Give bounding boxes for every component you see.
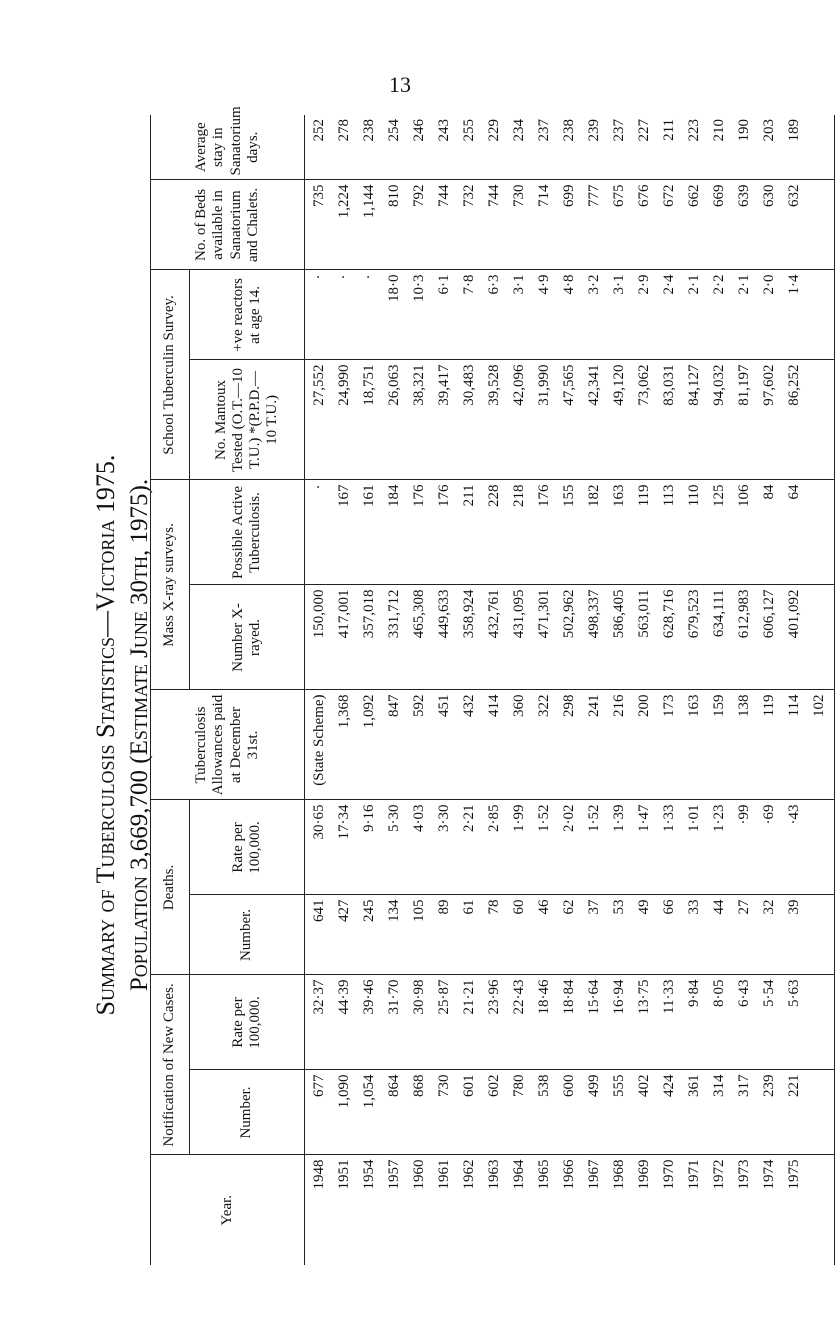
cell-beds-17: 669 <box>711 184 727 207</box>
cell-year-13: 1968 <box>611 1159 627 1190</box>
beds-header: No. of Beds available in Sanatorium and Chalets. <box>151 180 305 270</box>
cell-reactors-5: 10·3 <box>411 274 427 302</box>
cell-active-7: 211 <box>461 484 477 507</box>
cell-allowances-8: 360 <box>511 694 527 717</box>
cell-death-rate-1: 30·65 <box>311 804 327 840</box>
xray-group-header: Mass X-ray surveys. <box>151 480 190 690</box>
cell-active-6: 176 <box>436 484 452 507</box>
cell-reactors-3: · <box>361 274 377 280</box>
cell-allowances-14: 173 <box>661 694 677 717</box>
cell-active-8: 228 <box>486 484 502 507</box>
cell-beds-3: 1,144 <box>361 184 377 219</box>
cell-reactors-10: 4·9 <box>536 274 552 295</box>
cell-xrayed-20: 401,092 <box>786 589 802 639</box>
cell-notif-number-19: 239 <box>761 1074 777 1097</box>
cell-xrayed-17: 634,111 <box>711 589 727 638</box>
cell-notif-rate-16: 9·84 <box>686 979 702 1007</box>
deaths-rate-header: Rate per 100,000. <box>190 800 305 895</box>
cell-xrayed-15: 628,716 <box>661 589 677 639</box>
cell-death-rate-18: ·99 <box>736 804 752 825</box>
cell-xrayed-10: 471,301 <box>536 589 552 639</box>
cell-death-number-12: 37 <box>586 899 602 915</box>
cell-year-3: 1954 <box>361 1159 377 1190</box>
cell-year-16: 1971 <box>686 1159 702 1190</box>
cell-death-rate-7: 2·21 <box>461 804 477 832</box>
cell-reactors-15: 2·4 <box>661 274 677 295</box>
cell-beds-6: 744 <box>436 184 452 207</box>
cell-stay-13: 237 <box>611 118 627 142</box>
cell-reactors-13: 3·1 <box>611 274 627 295</box>
cell-reactors-6: 6·1 <box>436 274 452 295</box>
cell-beds-14: 676 <box>636 184 652 207</box>
cell-reactors-17: 2·2 <box>711 274 727 295</box>
cell-stay-5: 246 <box>411 118 427 142</box>
cell-notif-number-17: 314 <box>711 1074 727 1097</box>
notification-number-column <box>305 1070 835 1155</box>
cell-year-17: 1972 <box>711 1159 727 1190</box>
cell-xrayed-1: 150,000 <box>311 589 327 639</box>
cell-stay-17: 210 <box>711 118 727 142</box>
allowances-header: Tuberculosis Allowances paid at December 31st. <box>151 690 305 800</box>
cell-active-14: 119 <box>636 484 652 507</box>
cell-mantoux-9: 42,096 <box>511 364 527 406</box>
cell-stay-8: 229 <box>486 118 502 142</box>
cell-stay-18: 190 <box>736 118 752 142</box>
cell-stay-9: 234 <box>511 118 527 142</box>
cell-year-15: 1970 <box>661 1159 677 1190</box>
cell-xrayed-7: 358,924 <box>461 589 477 639</box>
cell-year-8: 1963 <box>486 1159 502 1190</box>
cell-allowances-9: 322 <box>536 694 552 717</box>
cell-mantoux-14: 73,062 <box>636 364 652 406</box>
cell-death-number-6: 89 <box>436 899 452 915</box>
cell-death-number-11: 62 <box>561 899 577 915</box>
cell-death-number-13: 53 <box>611 899 627 915</box>
cell-death-rate-11: 2·02 <box>561 804 577 832</box>
cell-active-1: · <box>311 484 327 490</box>
cell-xrayed-5: 465,308 <box>411 589 427 639</box>
cell-allowances-7: 414 <box>486 694 502 717</box>
cell-death-number-5: 105 <box>411 899 427 922</box>
cell-death-number-20: 39 <box>786 899 802 915</box>
data-row <box>305 115 835 1265</box>
cell-death-rate-14: 1·47 <box>636 804 652 832</box>
cell-active-4: 184 <box>386 484 402 507</box>
cell-active-15: 113 <box>661 484 677 507</box>
cell-stay-19: 203 <box>761 118 777 142</box>
page-subtitle: Population 3,669,700 (Estimate June 30th, 1975). <box>126 478 154 992</box>
cell-beds-13: 675 <box>611 184 627 207</box>
cell-notif-number-14: 402 <box>636 1074 652 1097</box>
cell-mantoux-3: 18,751 <box>361 364 377 406</box>
cell-beds-18: 639 <box>736 184 752 207</box>
cell-beds-15: 672 <box>661 184 677 207</box>
cell-beds-19: 630 <box>761 184 777 207</box>
cell-year-6: 1961 <box>436 1159 452 1190</box>
cell-active-5: 176 <box>411 484 427 507</box>
cell-notif-number-1: 677 <box>311 1074 327 1097</box>
cell-notif-rate-18: 6·43 <box>736 979 752 1007</box>
cell-notif-number-15: 424 <box>661 1074 677 1097</box>
reactors-column <box>305 270 835 360</box>
cell-death-number-8: 78 <box>486 899 502 915</box>
cell-death-rate-3: 9·16 <box>361 804 377 832</box>
cell-xrayed-8: 432,761 <box>486 589 502 639</box>
cell-reactors-2: · <box>336 274 352 280</box>
cell-reactors-11: 4·8 <box>561 274 577 295</box>
deaths-number-column <box>305 895 835 975</box>
cell-notif-number-6: 730 <box>436 1074 452 1097</box>
cell-xrayed-6: 449,633 <box>436 589 452 639</box>
cell-reactors-16: 2·1 <box>686 274 702 295</box>
cell-notif-rate-7: 21·21 <box>461 979 477 1015</box>
cell-reactors-4: 18·0 <box>386 274 402 302</box>
cell-notif-rate-20: 5·63 <box>786 979 802 1007</box>
cell-notif-rate-6: 25·87 <box>436 979 452 1015</box>
deaths-group-header: Deaths. <box>151 800 190 975</box>
notification-group-header: Notification of New Cases. <box>151 975 190 1155</box>
school-group-header: School Tuberculin Survey. <box>151 270 190 480</box>
cell-reactors-8: 6·3 <box>486 274 502 295</box>
cell-xrayed-14: 563,011 <box>636 589 652 638</box>
cell-stay-1: 252 <box>311 118 327 142</box>
stay-header: Average stay in Sanatorium days. <box>151 115 305 180</box>
cell-xrayed-19: 606,127 <box>761 589 777 639</box>
cell-notif-rate-2: 44·39 <box>336 979 352 1015</box>
xrayed-header: Number X-rayed. <box>190 585 305 690</box>
cell-year-10: 1965 <box>536 1159 552 1190</box>
cell-death-rate-15: 1·33 <box>661 804 677 832</box>
cell-active-3: 161 <box>361 484 377 507</box>
cell-xrayed-13: 586,405 <box>611 589 627 639</box>
cell-death-number-10: 46 <box>536 899 552 915</box>
cell-mantoux-10: 31,990 <box>536 364 552 406</box>
cell-xrayed-16: 679,523 <box>686 589 702 639</box>
cell-notif-number-2: 1,090 <box>336 1074 352 1109</box>
deaths-rate-column <box>305 800 835 895</box>
cell-year-12: 1967 <box>586 1159 602 1190</box>
cell-notif-number-10: 538 <box>536 1074 552 1097</box>
cell-beds-12: 777 <box>586 184 602 207</box>
cell-allowances-6: 432 <box>461 694 477 717</box>
statistics-table <box>150 106 835 1265</box>
cell-notif-number-7: 601 <box>461 1074 477 1097</box>
year-column <box>305 1155 835 1265</box>
cell-beds-11: 699 <box>561 184 577 207</box>
cell-death-rate-2: 17·34 <box>336 804 352 840</box>
cell-stay-7: 255 <box>461 118 477 142</box>
cell-year-14: 1969 <box>636 1159 652 1190</box>
deaths-number-header: Number. <box>190 895 305 975</box>
cell-xrayed-18: 612,983 <box>736 589 752 639</box>
active-header: Possible Active Tuberculosis. <box>190 480 305 585</box>
cell-mantoux-19: 97,602 <box>761 364 777 406</box>
cell-notif-rate-10: 18·46 <box>536 979 552 1015</box>
stay-column <box>305 115 835 180</box>
cell-reactors-18: 2·1 <box>736 274 752 295</box>
cell-mantoux-20: 86,252 <box>786 364 802 406</box>
cell-allowances-15: 163 <box>686 694 702 717</box>
cell-death-rate-10: 1·52 <box>536 804 552 832</box>
cell-death-number-14: 49 <box>636 899 652 915</box>
cell-notif-rate-15: 11·33 <box>661 979 677 1014</box>
cell-notif-rate-17: 8·05 <box>711 979 727 1007</box>
active-column <box>305 480 835 585</box>
cell-death-number-16: 33 <box>686 899 702 915</box>
cell-death-number-9: 60 <box>511 899 527 915</box>
cell-allowances-20: 102 <box>811 694 827 717</box>
statistics-table-rotated <box>150 106 827 1265</box>
cell-active-19: 84 <box>761 484 777 500</box>
page-number: 13 <box>389 72 411 97</box>
cell-xrayed-11: 502,962 <box>561 589 577 639</box>
cell-death-number-15: 66 <box>661 899 677 915</box>
page-title-block <box>88 235 157 1235</box>
notification-number-header: Number. <box>190 1070 305 1155</box>
cell-stay-4: 254 <box>386 118 402 142</box>
cell-death-rate-12: 1·52 <box>586 804 602 832</box>
cell-allowances-5: 451 <box>436 694 452 717</box>
cell-stay-3: 238 <box>361 118 377 142</box>
cell-notif-number-4: 864 <box>386 1074 402 1097</box>
cell-allowances-1: (State Scheme) 1,368 <box>311 694 352 786</box>
cell-stay-2: 278 <box>336 118 352 142</box>
cell-notif-number-11: 600 <box>561 1074 577 1097</box>
cell-notif-rate-5: 30·98 <box>411 979 427 1015</box>
cell-mantoux-15: 83,031 <box>661 364 677 406</box>
cell-year-1: 1948 <box>311 1159 327 1190</box>
cell-stay-14: 227 <box>636 118 652 142</box>
cell-active-16: 110 <box>686 484 702 507</box>
cell-notif-number-3: 1,054 <box>361 1074 377 1109</box>
cell-notif-rate-3: 39·46 <box>361 979 377 1015</box>
cell-reactors-7: 7·8 <box>461 274 477 295</box>
cell-death-number-18: 27 <box>736 899 752 915</box>
cell-active-13: 163 <box>611 484 627 507</box>
cell-mantoux-8: 39,528 <box>486 364 502 406</box>
cell-death-number-17: 44 <box>711 899 727 915</box>
beds-column <box>305 180 835 270</box>
cell-allowances-19: 114 <box>786 694 802 717</box>
cell-beds-4: 810 <box>386 184 402 207</box>
sub-header-row <box>190 115 305 1265</box>
cell-mantoux-18: 81,197 <box>736 364 752 406</box>
cell-xrayed-3: 357,018 <box>361 589 377 639</box>
cell-mantoux-4: 26,063 <box>386 364 402 406</box>
cell-active-10: 176 <box>536 484 552 507</box>
cell-notif-number-12: 499 <box>586 1074 602 1097</box>
cell-notif-number-8: 602 <box>486 1074 502 1097</box>
cell-allowances-12: 216 <box>611 694 627 717</box>
cell-mantoux-13: 49,120 <box>611 364 627 406</box>
cell-death-rate-5: 4·03 <box>411 804 427 832</box>
cell-death-rate-6: 3·30 <box>436 804 452 832</box>
cell-beds-7: 732 <box>461 184 477 207</box>
cell-death-number-19: 32 <box>761 899 777 915</box>
cell-notif-number-5: 868 <box>411 1074 427 1097</box>
cell-mantoux-12: 42,341 <box>586 364 602 406</box>
cell-xrayed-4: 331,712 <box>386 589 402 639</box>
mantoux-column <box>305 360 835 480</box>
cell-death-number-7: 61 <box>461 899 477 915</box>
cell-year-7: 1962 <box>461 1159 477 1190</box>
xrayed-column <box>305 585 835 690</box>
cell-notif-number-20: 221 <box>786 1074 802 1097</box>
cell-death-rate-20: ·43 <box>786 804 802 825</box>
cell-notif-rate-12: 15·64 <box>586 979 602 1015</box>
cell-notif-rate-9: 22·43 <box>511 979 527 1015</box>
cell-death-number-4: 134 <box>386 899 402 922</box>
cell-mantoux-5: 38,321 <box>411 364 427 406</box>
cell-year-5: 1960 <box>411 1159 427 1190</box>
page-title: Summary of Tuberculosis Statistics—Victoria 1975. <box>91 454 120 1016</box>
cell-beds-20: 632 <box>786 184 802 207</box>
cell-mantoux-6: 39,417 <box>436 364 452 406</box>
cell-allowances-2: 1,092 <box>361 694 377 729</box>
cell-reactors-1: · <box>311 274 327 280</box>
cell-notif-rate-1: 32·37 <box>311 979 327 1015</box>
cell-notif-rate-14: 13·75 <box>636 979 652 1015</box>
cell-allowances-13: 200 <box>636 694 652 717</box>
group-header-row <box>151 115 190 1265</box>
cell-notif-rate-13: 16·94 <box>611 979 627 1015</box>
cell-notif-number-18: 317 <box>736 1074 752 1097</box>
cell-active-12: 182 <box>586 484 602 507</box>
cell-stay-16: 223 <box>686 118 702 142</box>
cell-death-number-3: 245 <box>361 899 377 922</box>
cell-death-rate-19: ·69 <box>761 804 777 825</box>
cell-beds-5: 792 <box>411 184 427 207</box>
cell-mantoux-17: 94,032 <box>711 364 727 406</box>
cell-notif-rate-11: 18·84 <box>561 979 577 1015</box>
cell-death-rate-17: 1·23 <box>711 804 727 832</box>
notification-rate-column <box>305 975 835 1070</box>
cell-allowances-3: 847 <box>386 694 402 717</box>
cell-mantoux-1: 27,552 <box>311 364 327 406</box>
cell-xrayed-12: 498,337 <box>586 589 602 639</box>
cell-allowances-11: 241 <box>586 694 602 717</box>
cell-year-4: 1957 <box>386 1159 402 1190</box>
cell-death-rate-9: 1·99 <box>511 804 527 832</box>
cell-beds-10: 714 <box>536 184 552 207</box>
cell-beds-16: 662 <box>686 184 702 207</box>
notification-rate-header: Rate per 100,000. <box>190 975 305 1070</box>
cell-year-20: 1975 <box>786 1159 802 1190</box>
cell-year-11: 1966 <box>561 1159 577 1190</box>
cell-mantoux-2: 24,990 <box>336 364 352 406</box>
cell-active-9: 218 <box>511 484 527 507</box>
cell-death-number-1: 641 <box>311 899 327 922</box>
cell-reactors-20: 1·4 <box>786 274 802 295</box>
cell-notif-number-13: 555 <box>611 1074 627 1097</box>
cell-beds-2: 1,224 <box>336 184 352 219</box>
cell-active-17: 125 <box>711 484 727 507</box>
cell-notif-number-16: 361 <box>686 1074 702 1097</box>
cell-year-2: 1951 <box>336 1159 352 1190</box>
cell-xrayed-9: 431,095 <box>511 589 527 639</box>
cell-xrayed-2: 417,001 <box>336 589 352 639</box>
cell-allowances-18: 119 <box>761 694 777 717</box>
cell-death-rate-8: 2·85 <box>486 804 502 832</box>
cell-death-rate-4: 5·30 <box>386 804 402 832</box>
cell-year-9: 1964 <box>511 1159 527 1190</box>
cell-active-11: 155 <box>561 484 577 507</box>
cell-stay-6: 243 <box>436 118 452 142</box>
cell-reactors-14: 2·9 <box>636 274 652 295</box>
cell-beds-1: 735 <box>311 184 327 207</box>
cell-allowances-4: 592 <box>411 694 427 717</box>
cell-beds-9: 730 <box>511 184 527 207</box>
cell-year-18: 1973 <box>736 1159 752 1190</box>
cell-allowances-17: 138 <box>736 694 752 717</box>
cell-stay-10: 237 <box>536 118 552 142</box>
cell-active-20: 64 <box>786 484 802 500</box>
cell-mantoux-7: 30,483 <box>461 364 477 406</box>
allowances-column <box>305 690 835 800</box>
cell-stay-15: 211 <box>661 118 677 141</box>
cell-stay-20: 189 <box>786 118 802 142</box>
cell-reactors-12: 3·2 <box>586 274 602 295</box>
cell-allowances-10: 298 <box>561 694 577 717</box>
mantoux-header: No. Mantoux Tested (O.T.—10 T.U.) *(P.P.D.—10 T.U.) <box>190 360 305 480</box>
cell-stay-11: 238 <box>561 118 577 142</box>
cell-notif-rate-4: 31·70 <box>386 979 402 1015</box>
reactors-header: +ve reactors at age 14. <box>190 270 305 360</box>
cell-year-19: 1974 <box>761 1159 777 1190</box>
cell-death-rate-16: 1·01 <box>686 804 702 832</box>
cell-active-18: 106 <box>736 484 752 507</box>
cell-death-rate-13: 1·39 <box>611 804 627 832</box>
cell-active-2: 167 <box>336 484 352 507</box>
cell-stay-12: 239 <box>586 118 602 142</box>
cell-beds-8: 744 <box>486 184 502 207</box>
cell-reactors-9: 3·1 <box>511 274 527 295</box>
cell-notif-rate-8: 23·96 <box>486 979 502 1015</box>
cell-notif-rate-19: 5·54 <box>761 979 777 1007</box>
cell-reactors-19: 2·0 <box>761 274 777 295</box>
cell-notif-number-9: 780 <box>511 1074 527 1097</box>
cell-death-number-2: 427 <box>336 899 352 922</box>
cell-mantoux-11: 47,565 <box>561 364 577 406</box>
year-header: Year. <box>151 1155 305 1265</box>
cell-allowances-16: 159 <box>711 694 727 717</box>
cell-mantoux-16: 84,127 <box>686 364 702 406</box>
